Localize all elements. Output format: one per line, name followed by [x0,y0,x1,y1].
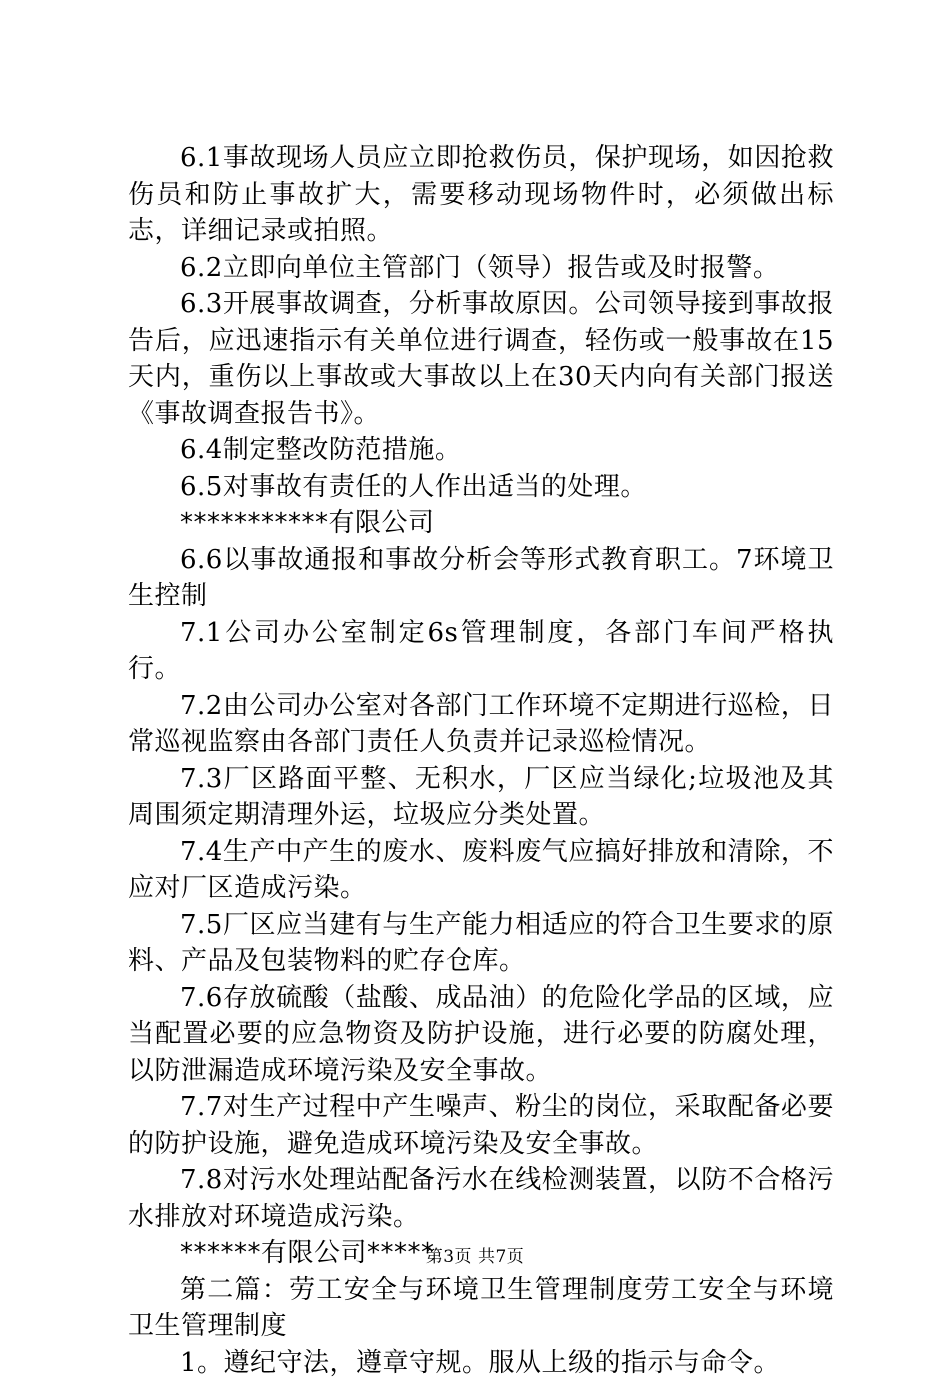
paragraph-6-6: 6.6以事故通报和事故分析会等形式教育职工。7环境卫生控制 [128,542,834,615]
page-footer: 第3页 共7页 [0,1246,950,1268]
paragraph-7-1: 7.1公司办公室制定6s管理制度，各部门车间严格执行。 [128,615,834,688]
paragraph-6-1: 6.1事故现场人员应立即抢救伤员，保护现场，如因抢救伤员和防止事故扩大，需要移动现场物件时，必须做出标志，详细记录或拍照。 [128,140,834,250]
paragraph-7-6: 7.6存放硫酸（盐酸、成品油）的危险化学品的区域，应当配置必要的应急物资及防护设施，进行必要的防腐处理，以防泄漏造成环境污染及安全事故。 [128,980,834,1090]
company-name-line: ***********有限公司 [128,505,834,542]
paragraph-7-7: 7.7对生产过程中产生噪声、粉尘的岗位，采取配备必要的防护设施，避免造成环境污染及安全事故。 [128,1089,834,1162]
paragraph-6-2: 6.2立即向单位主管部门（领导）报告或及时报警。 [128,250,834,287]
section-heading-part-two: 第二篇：劳工安全与环境卫生管理制度劳工安全与环境卫生管理制度 [128,1272,834,1345]
company-signature-line: ******有限公司***** [128,1235,834,1272]
paragraph-6-5: 6.5对事故有责任的人作出适当的处理。 [128,469,834,506]
paragraph-6-3: 6.3开展事故调查，分析事故原因。公司领导接到事故报告后，应迅速指示有关单位进行调查，轻伤或一般事故在15天内，重伤以上事故或大事故以上在30天内向有关部门报送《事故调查报告书》。 [128,286,834,432]
document-body [128,140,834,1381]
paragraph-6-4: 6.4制定整改防范措施。 [128,432,834,469]
paragraph-7-2: 7.2由公司办公室对各部门工作环境不定期进行巡检，日常巡视监察由各部门责任人负责并记录巡检情况。 [128,688,834,761]
paragraph-7-4: 7.4生产中产生的废水、废料废气应搞好排放和清除，不应对厂区造成污染。 [128,834,834,907]
paragraph-7-5: 7.5厂区应当建有与生产能力相适应的符合卫生要求的原料、产品及包装物料的贮存仓库。 [128,907,834,980]
paragraph-7-3: 7.3厂区路面平整、无积水，厂区应当绿化;垃圾池及其周围须定期清理外运，垃圾应分类处置。 [128,761,834,834]
paragraph-rule-1: 1。遵纪守法，遵章守规。服从上级的指示与命令。 [128,1345,834,1381]
paragraph-7-8: 7.8对污水处理站配备污水在线检测装置，以防不合格污水排放对环境造成污染。 [128,1162,834,1235]
